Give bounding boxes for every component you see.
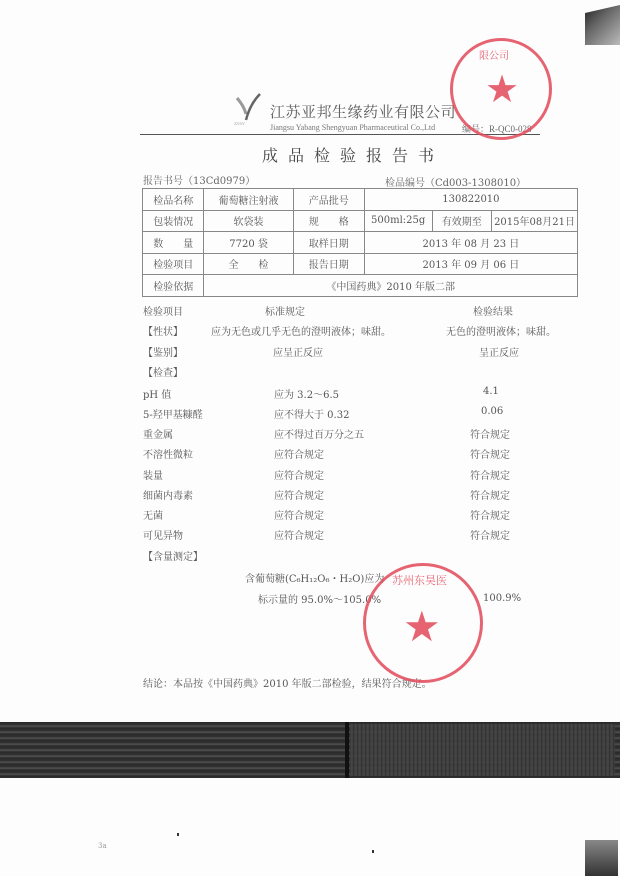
document-title: 成品检验报告书	[262, 146, 445, 165]
label-spec: 规 格	[293, 210, 364, 232]
label-expiry: 有效期至	[432, 210, 492, 232]
table-row	[143, 253, 578, 275]
result-standard: 应呈正反应	[273, 348, 323, 359]
result-standard: 应符合规定	[274, 450, 324, 461]
company-seal-bottom	[363, 563, 483, 683]
label-sampling-date: 取样日期	[293, 232, 364, 254]
company-logo-icon	[234, 92, 264, 126]
page-mark: 3a	[98, 842, 107, 850]
result-value: 符合规定	[470, 511, 510, 522]
result-row	[143, 323, 583, 339]
result-value: 符合规定	[470, 450, 510, 461]
result-item: 无菌	[143, 511, 163, 522]
table-row	[143, 232, 578, 254]
result-item: 重金属	[143, 430, 173, 441]
result-standard: 应为无色或几乎无色的澄明液体；味甜。	[211, 327, 391, 338]
seal-text: 苏州东昊医	[392, 574, 447, 587]
report-number: 报告书号（13Cd0979）	[143, 176, 256, 187]
result-row	[143, 426, 583, 442]
table-row	[143, 189, 578, 211]
result-value: 呈正反应	[479, 348, 519, 359]
result-value: 符合规定	[470, 430, 510, 441]
header-result: 检验结果	[473, 307, 513, 318]
info-table	[142, 188, 578, 297]
result-standard: 应不得过百万分之五	[274, 430, 364, 441]
result-row	[143, 364, 583, 380]
result-row	[143, 527, 583, 543]
label-packaging: 包装情况	[143, 210, 204, 232]
result-standard: 应不得大于 0.32	[274, 410, 350, 421]
label-batch-no: 产品批号	[293, 189, 364, 211]
scan-artifact-band-right	[350, 724, 615, 776]
result-row	[143, 507, 583, 523]
label-product-name: 检品名称	[143, 189, 204, 211]
result-standard: 应符合规定	[274, 471, 324, 482]
value-test-basis: 《中国药典》2010 年版二部	[204, 275, 578, 297]
result-item: 装量	[143, 471, 163, 482]
header-standard: 标准规定	[265, 307, 305, 318]
label-test-basis: 检验依据	[143, 275, 204, 297]
result-item: 5-羟甲基糠醛	[143, 410, 203, 421]
result-row	[143, 446, 583, 462]
result-standard: 应符合规定	[274, 491, 324, 502]
header-item: 检验项目	[143, 307, 183, 318]
result-row	[143, 406, 583, 422]
result-item: 【性状】	[143, 327, 183, 338]
value-sampling-date: 2013 年 08 月 23 日	[364, 232, 577, 254]
result-value: 4.1	[483, 386, 499, 397]
result-standard: 应符合规定	[274, 531, 324, 542]
result-item: 【检查】	[143, 368, 183, 379]
label-test-items: 检验项目	[143, 253, 204, 275]
document-code: 编号：R-QC0-028	[462, 124, 532, 134]
table-row	[143, 210, 578, 232]
result-row	[143, 487, 583, 503]
value-product-name: 葡萄糖注射液	[204, 189, 293, 211]
result-item: 细菌内毒素	[143, 491, 193, 502]
scan-speck	[372, 850, 374, 853]
result-item: pH 值	[143, 390, 172, 401]
svg-text:ZYSY: ZYSY	[234, 121, 245, 126]
table-row	[143, 275, 578, 297]
scan-speck	[177, 833, 179, 836]
sample-number: 检品编号（Cd003-1308010）	[385, 178, 527, 189]
label-report-date: 报告日期	[293, 253, 364, 275]
result-row	[143, 467, 583, 483]
company-name-cn: 江苏亚邦生缘药业有限公司	[270, 103, 457, 121]
conclusion: 结论：本品按《中国药典》2010 年版二部检验，结果符合规定。	[143, 679, 432, 690]
star-icon: ★	[403, 602, 441, 651]
result-value: 无色的澄明液体；味甜。	[446, 327, 556, 338]
result-row	[143, 386, 583, 402]
result-item: 【含量测定】	[143, 552, 203, 563]
value-report-date: 2013 年 09 月 06 日	[364, 253, 577, 275]
result-standard: 应为 3.2～6.5	[274, 390, 339, 401]
assay-standard: 标示量的 95.0%～105.0%	[258, 595, 382, 606]
value-batch-no: 130822010	[364, 189, 577, 211]
scan-artifact-corner	[585, 840, 618, 876]
result-value: 符合规定	[470, 491, 510, 502]
result-row	[143, 548, 583, 564]
value-test-items: 全 检	[204, 253, 293, 275]
result-item: 可见异物	[143, 531, 183, 542]
result-item: 【鉴别】	[143, 348, 183, 359]
value-packaging: 软袋装	[204, 210, 293, 232]
result-value: 0.06	[481, 406, 504, 417]
value-quantity: 7720 袋	[204, 232, 293, 254]
results-header	[143, 303, 583, 319]
result-row	[143, 344, 583, 360]
assay-result: 100.9%	[483, 593, 522, 604]
result-standard: 应符合规定	[274, 511, 324, 522]
seal-text: 限公司	[479, 51, 509, 62]
value-spec: 500ml:25g	[364, 210, 432, 232]
result-value: 符合规定	[470, 471, 510, 482]
star-icon: ★	[485, 67, 520, 111]
value-expiry: 2015年08月21日	[492, 210, 578, 232]
result-value: 符合规定	[470, 531, 510, 542]
assay-title: 含葡萄糖(C₆H₁₂O₆・H₂O)应为	[245, 574, 385, 585]
result-item: 不溶性微粒	[143, 450, 193, 461]
company-name-en: Jiangsu Yabang Shengyuan Pharmaceutical Co.,Ltd	[270, 123, 436, 132]
company-seal-top	[450, 38, 552, 140]
label-quantity: 数 量	[143, 232, 204, 254]
scan-artifact-corner	[585, 5, 620, 45]
